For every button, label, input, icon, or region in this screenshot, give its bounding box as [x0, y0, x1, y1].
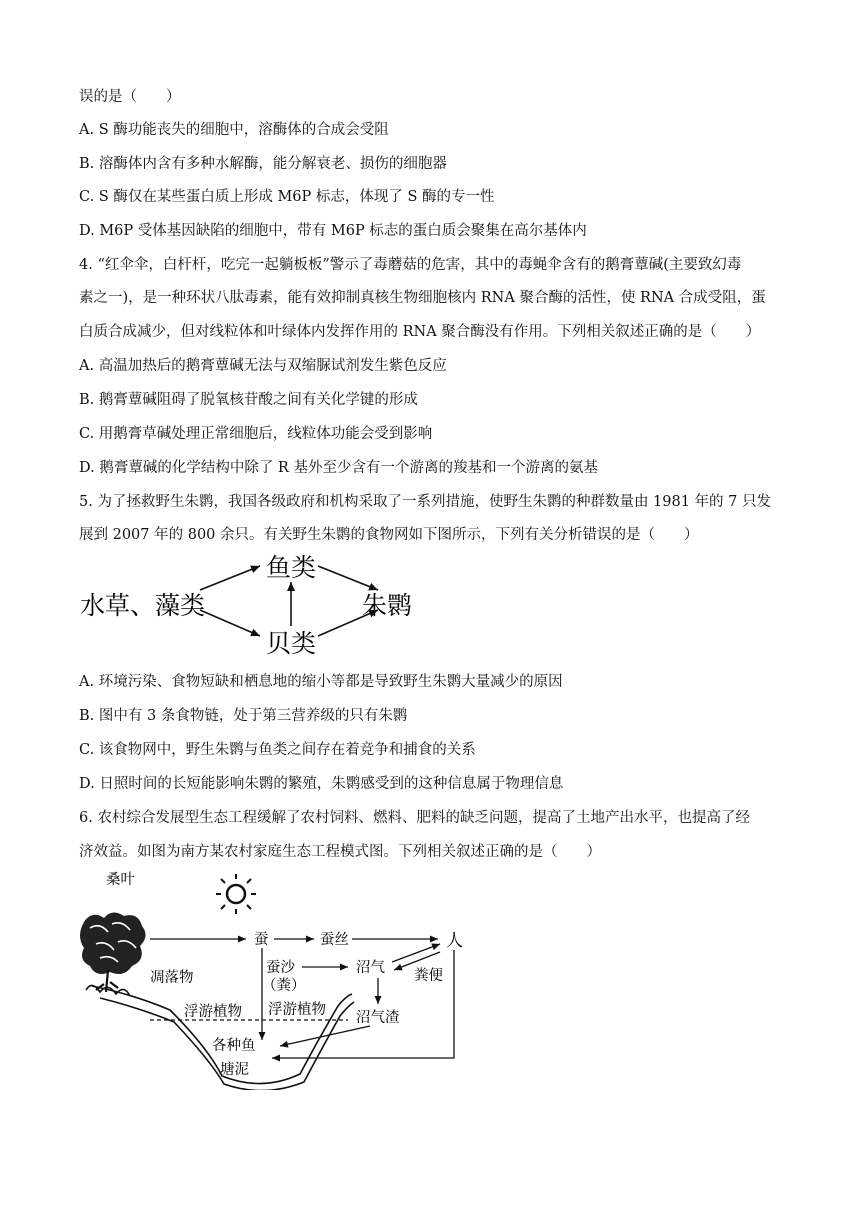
q4-option-d: D. 鹅膏蕈碱的化学结构中除了 R 基外至少含有一个游离的羧基和一个游离的氨基	[79, 460, 598, 476]
foodweb-ibis: 朱鹮	[362, 591, 413, 620]
label-silk: 蚕丝	[320, 932, 349, 948]
q5-option-a: A. 环境污染、食物短缺和栖息地的缩小等都是导致野生朱鹮大量减少的原因	[79, 674, 563, 690]
label-manure: 粪便	[414, 968, 443, 984]
label-litter: 凋落物	[150, 970, 194, 986]
q4-option-c: C. 用鹅膏草碱处理正常细胞后，线粒体功能会受到影响	[79, 426, 433, 442]
q5-option-d: D. 日照时间的长短能影响朱鹮的繁殖，朱鹮感受到的这种信息属于物理信息	[79, 776, 564, 792]
foodweb-producer: 水草、藻类	[80, 591, 206, 620]
label-plankton-right: 浮游植物	[268, 1002, 326, 1018]
arrow-producer-to-fish	[200, 566, 260, 590]
label-mulberry: 桑叶	[106, 872, 135, 888]
q5-stem-line-2: 展到 2007 年的 800 余只。有关野生朱鹮的食物网如下图所示，下列有关分析错误的是（ ）	[79, 527, 699, 543]
label-silkworm-feces-note: （粪）	[262, 978, 306, 994]
label-plankton-left: 浮游植物	[184, 1004, 242, 1020]
q3-option-c: C. S 酶仅在某些蛋白质上形成 M6P 标志，体现了 S 酶的专一性	[79, 189, 495, 205]
arrow-biogas-to-human	[392, 944, 440, 962]
q4-option-b: B. 鹅膏蕈碱阻碍了脱氧核苷酸之间有关化学键的形成	[79, 392, 418, 408]
q5-option-c: C. 该食物网中，野生朱鹮与鱼类之间存在着竞争和捕食的关系	[79, 742, 476, 758]
label-silkworm-feces: 蚕沙	[266, 960, 295, 976]
q3-stem-tail: 误的是（ ）	[79, 89, 181, 105]
label-human: 人	[446, 931, 463, 951]
arrow-shellfish-to-ibis	[318, 610, 378, 636]
label-biogas-residue: 沼气渣	[356, 1010, 400, 1026]
arrow-producer-to-shellfish	[200, 610, 260, 636]
sun-icon	[216, 874, 256, 914]
label-mud: 塘泥	[220, 1062, 249, 1078]
q4-option-a: A. 高温加热后的鹅膏蕈碱无法与双缩脲试剂发生紫色反应	[79, 358, 447, 374]
q6-stem-line-2: 济效益。如图为南方某农村家庭生态工程模式图。下列相关叙述正确的是（ ）	[79, 844, 601, 860]
q3-option-d: D. M6P 受体基因缺陷的细胞中，带有 M6P 标志的蛋白质会聚集在高尔基体内	[79, 223, 587, 239]
q5-stem-line-1: 5. 为了拯救野生朱鹮，我国各级政府和机构采取了一系列措施，使野生朱鹮的种群数量由 1981 年的 7 只发	[79, 494, 772, 510]
eco-engineering-diagram	[0, 870, 860, 1090]
label-fish: 各种鱼	[212, 1038, 256, 1054]
q6-stem-line-1: 6. 农村综合发展型生态工程缓解了农村饲料、燃料、肥料的缺乏问题，提高了土地产出水平，也提高了经	[79, 810, 750, 826]
label-silkworm: 蚕	[254, 932, 269, 948]
q4-stem-line-2: 素之一)，是一种环状八肽毒素，能有效抑制真核生物细胞核内 RNA 聚合酶的活性，使 RNA 合成受阻，蛋	[79, 290, 766, 306]
q3-option-a: A. S 酶功能丧失的细胞中，溶酶体的合成会受阻	[79, 122, 389, 138]
label-biogas: 沼气	[356, 960, 385, 976]
q5-option-b: B. 图中有 3 条食物链，处于第三营养级的只有朱鹮	[79, 708, 408, 724]
q3-option-b: B. 溶酶体内含有多种水解酶，能分解衰老、损伤的细胞器	[79, 156, 447, 172]
food-web-diagram	[0, 548, 860, 664]
mulberry-tree-icon	[80, 912, 146, 996]
foodweb-shellfish: 贝类	[266, 629, 317, 658]
q4-stem-line-3: 白质合成减少，但对线粒体和叶绿体内发挥作用的 RNA 聚合酶没有作用。下列相关叙述正确的是（ ）	[79, 324, 761, 340]
q4-stem-line-1: 4. “红伞伞，白杆杆，吃完一起躺板板”警示了毒蘑菇的危害，其中的毒蝇伞含有的鹅膏蕈碱(主要致幻毒	[79, 257, 742, 273]
arrow-fish-to-ibis	[318, 566, 378, 590]
foodweb-fish: 鱼类	[266, 553, 317, 582]
